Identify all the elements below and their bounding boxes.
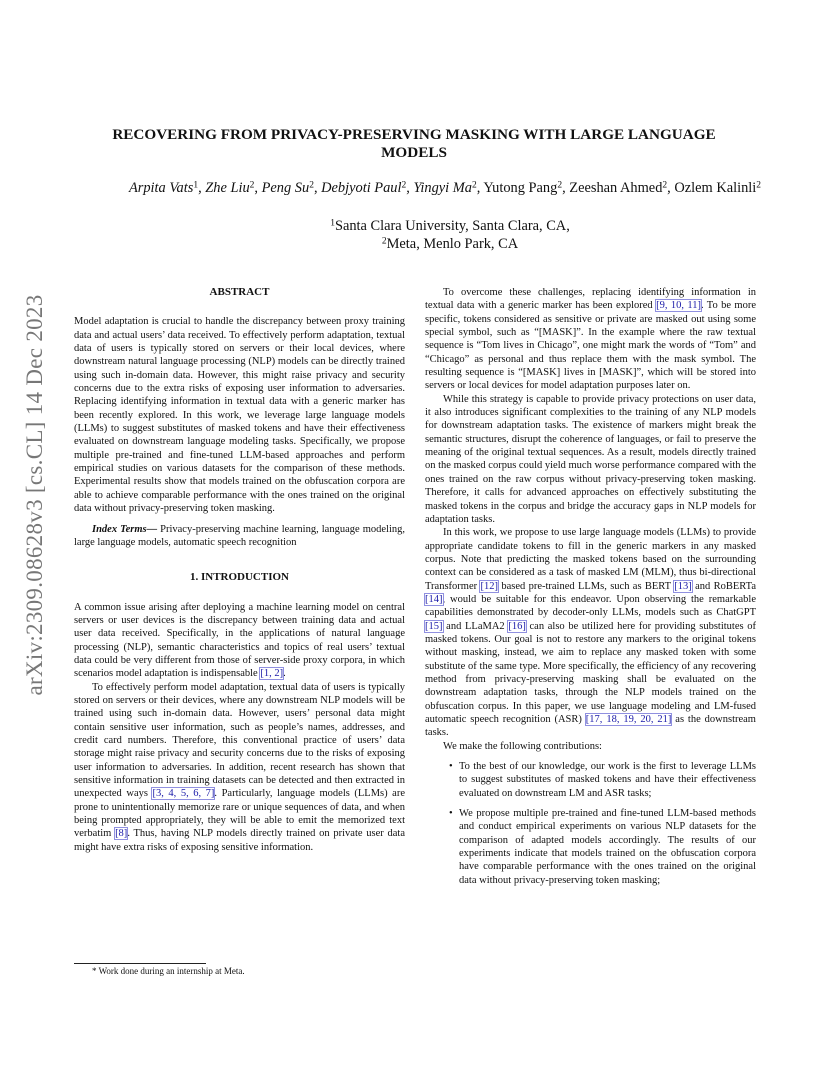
right-column [425,286,756,887]
introduction-heading: 1. INTRODUCTION [189,571,289,584]
author-name: Arpita Vats [128,180,194,196]
citation-link[interactable]: [13] [674,580,692,592]
paper-title [60,126,768,162]
citation-link[interactable]: [17, 18, 19, 20, 21] [585,714,672,725]
intro-paragraph-1: A common issue arising after deploying a machine learning model on central servers or user devices is the discrepancy between training data and actual user data received. Specifically, in the applications of natural language processing (NLP), semantic characteristics and topics of real users’ textual data could be very different from those of server-side proxy corpora, in which scenarios model adaptation is indispensable [1, 2]. [74,601,405,680]
author-affiliation-mark: 2 [249,180,255,191]
body-paragraph-4: We make the following contributions: [443,740,602,752]
list-item: • We propose multiple pre-trained and fine-tuned LLM-based methods and conduct empirical experiments on various NLP datasets for the comparison of adapted models accordingly. The results of our experiments indicate that models trained on the obfuscation corpora have comparable performance with the ones trained on the original data without privacy-preserving token masking; [449,808,756,886]
author-affiliation-mark: 2 [401,180,407,191]
author-name: Zhe Liu [205,180,250,196]
body-paragraph-3: In this work, we propose to use large language models (LLMs) to provide appropriate candidate tokens to fill in the generic markers in any masked corpus. Note that predicting the masked tokens based on the surrounding context can be considered as a task of masked LM (MLM), thus bi-directional Transformer [12] based pre-trained LLMs, such as BERT [13] and RoBERTa [14], would be suitable for this endeavor. Upon observing the remarkable capabilities demonstrated by decoder-only LLMs, models such as ChatGPT [15] and LLaMA2 [16] can also be utilized here for providing substitutes of masked tokens. Our goal is not to restore any markers to the original tokens without masking, instead, we aim to replace any masked token with some substitute of the same type. More specifically, the efficiency of any recovering method from privacy-preserving masking shall be evaluated on the downstream adaptation tasks, through the NLP models trained on the obfuscation corpus. In this paper, we use language modeling and LM-fused automatic speech recognition (ASR) [17, 18, 19, 20, 21] as the downstream tasks. [425,527,757,739]
citation-link[interactable]: [9, 10, 11] [656,300,701,312]
author-name: Yingyi Ma [413,180,472,196]
index-terms: Index Terms— Privacy-preserving machine learning, language modeling, large language models, automatic speech recognition [74,523,405,548]
citation-link[interactable]: [1, 2] [260,668,284,680]
abstract-text: Model adaptation is crucial to handle the discrepancy between proxy training data and actual users’ data received. To effectively perform adaptation, textual data of users is typically stored on servers or their local devices, where downstream natural language processing (NLP) models can be directly trained using such in-domain data. However, this might raise privacy and security concerns due to the extra risks of exposing user information to adversaries. Replacing identifying information in textual data with a generic marker has been recently explored. In this work, we leverage large language models (LLMs) to suggest substitutes of masked tokens and have their effectiveness evaluated on downstream language modeling tasks. Specifically, we propose multiple pre-trained and fine-tuned LLM-based approaches and perform empirical studies on various datasets for the comparison of these methods. Experimental results show that models trained on the obfuscation corpora are able to achieve comparable performance with the ones trained on the original data without privacy-preserving token masking. [74,316,405,515]
body-paragraph-2: While this strategy is capable to provide privacy protections on user data, it also introduces significant complexities to the training of any NLP models for downstream adaptation tasks. The existence of markers might break the semantic structures, disrupt the coherence of languages, or fail to preserve the meaning of the original textual sequences. As a result, models directly trained on the masked corpus could yield much worse performance compared with the ones trained on the raw corpus without privacy-preserving token masking. Therefore, it calls for advanced approaches on effectively substituting the masked tokens in the corpus and bridge the accuracy gaps in NLP models for adaptation tasks. [425,393,756,525]
affiliation-2: $^2$Meta, Menlo Park, CA [381,236,519,252]
author-affiliation-mark: 2 [662,180,668,191]
citation-link[interactable]: [15] [425,620,443,632]
bullet-icon: • [449,761,453,773]
citation-link[interactable]: [8] [115,828,128,840]
author-affiliation-mark: 1 [193,180,199,191]
affiliations [200,217,700,253]
citation-link[interactable]: [3, 4, 5, 6, 7] [152,788,215,800]
author-affiliation-mark: 2 [471,180,477,191]
citation-link[interactable]: [12] [480,580,498,592]
author-affiliation-mark: 2 [309,180,314,191]
author-name: Ozlem Kalinli [674,180,757,196]
arxiv-identifier: arXiv:2309.08628v3 [cs.CL] 14 Dec 2023 [22,294,47,696]
author-affiliation-mark: 2 [756,180,762,191]
footnote-rule [74,963,206,964]
title-line-2: MODELS [381,144,447,161]
author-name: Zeeshan Ahmed [569,180,663,196]
bullet-icon: • [449,808,453,820]
author-name: Yutong Pang [483,180,558,196]
contributions-list [425,760,756,887]
abstract-heading: ABSTRACT [209,286,270,298]
author-name: Debjyoti Paul [321,180,402,196]
body-paragraph-1: To overcome these challenges, replacing identifying information in textual data with a generic marker has been explored [9, 10, 11]. To be more specific, tokens considered as sensitive or private are masked out using some special symbol, such as “[MASK]”. In the example where the raw textual sequence is “Tom lives in Chicago”, one might mark the words of “Tom” and “Chicago” as personal and thus replace them with the mask symbol. The resulting sequence is “[MASK] lives in [MASK]”, which will be stored into servers or local devices for model adaptation purposes later on. [425,287,756,392]
author-list: Arpita Vats$^1$, Zhe Liu$^2$, Peng Su$^2$, Debjyoti Paul$^2$, Yingyi Ma$^2$, Yutong Pang$^2$, Zeeshan Ahmed$^2$, Ozlem Kalinli$^2$ [128,180,762,196]
left-column [74,286,405,854]
footnote: * Work done during an internship at Meta. [92,966,245,976]
author-name: Peng Su [261,180,310,196]
citation-link[interactable]: [16] [508,620,526,632]
citation-link[interactable]: [14] [425,593,443,605]
intro-paragraph-2: To effectively perform model adaptation, textual data of users is typically stored on servers or their devices, where any downstream NLP models will be trained using such in-domain data. However, users’ personal data might contain sensitive user information, such as people’s names, addresses, and credit card numbers. Therefore, this conventional practice of users’ data storage might raise privacy and security concerns due to the risks of exposing user information to adversaries. In addition, recent research has shown that sensitive information in training datasets can be detected and then extracted in unexpected ways [3, 4, 5, 6, 7]. Particularly, language models (LLMs) are prone to unintentionally memorize rare or unique sequences of data, and when being prompted appropriately, they will be able to emit the memorized text verbatim [8]. Thus, having NLP models directly trained on private user data might have extra risks of exposing sensitive information. [74,681,405,853]
list-item: • To the best of our knowledge, our work is the first to leverage LLMs to suggest substitutes of masked tokens and have their effectiveness evaluated on downstream LM and ASR tasks; [449,761,756,799]
author-affiliation-mark: 2 [557,180,563,191]
title-line-1: RECOVERING FROM PRIVACY-PRESERVING MASKING WITH LARGE LANGUAGE [112,126,716,143]
affiliation-1: $^1$Santa Clara University, Santa Clara, CA, [330,218,570,234]
